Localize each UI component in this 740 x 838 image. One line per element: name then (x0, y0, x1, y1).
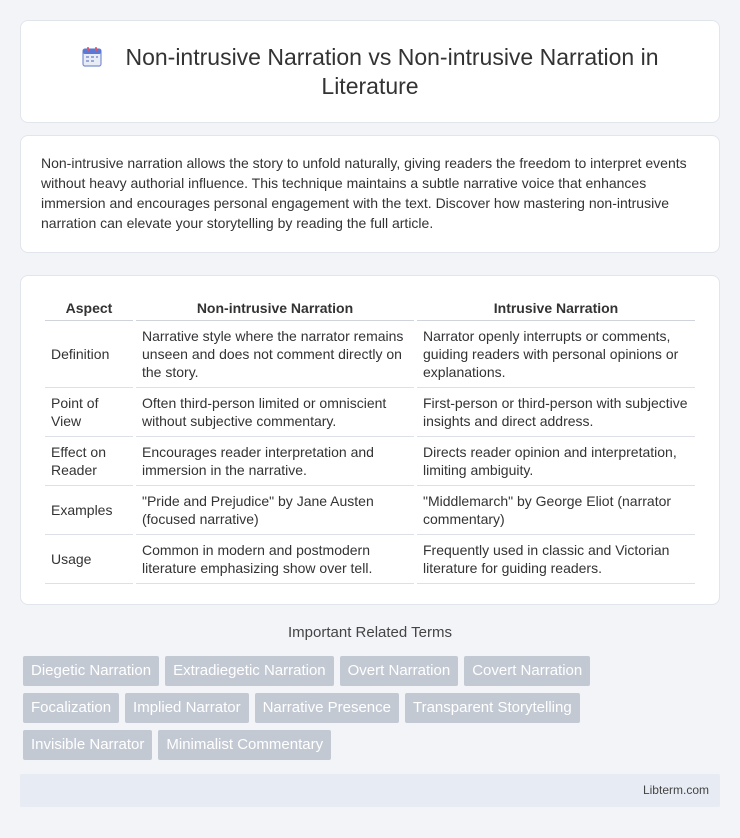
row-intrusive: First-person or third-person with subjective insights and direct address. (417, 388, 695, 437)
row-intrusive: Directs reader opinion and interpretation, limiting ambiguity. (417, 437, 695, 486)
tag-row (23, 730, 663, 760)
row-aspect: Definition (45, 321, 133, 388)
page-title-wrap (21, 43, 719, 101)
row-non-intrusive: Narrative style where the narrator remains unseen and does not comment directly on the story. (136, 321, 414, 388)
tag-extradiegetic-narration[interactable]: Extradiegetic Narration (165, 656, 334, 686)
intro-text: Non-intrusive narration allows the story to unfold naturally, giving readers the freedom to interpret events without heavy authorial influence. This technique maintains a subtle narrative voice that enhances immersion and encourages personal engagement with the text. Discover how mastering non-intrusive narration can elevate your storytelling by reading the full article. (41, 155, 687, 231)
tag-overt-narration[interactable]: Overt Narration (340, 656, 459, 686)
row-intrusive: Frequently used in classic and Victorian literature for guiding readers. (417, 535, 695, 584)
intro-card (20, 135, 720, 253)
tag-row (23, 693, 663, 723)
table-row (45, 486, 695, 535)
row-intrusive: "Middlemarch" by George Eliot (narrator commentary) (417, 486, 695, 535)
tag-transparent-storytelling[interactable]: Transparent Storytelling (405, 693, 580, 723)
related-terms-list (23, 656, 663, 767)
table-row (45, 388, 695, 437)
tag-implied-narrator[interactable]: Implied Narrator (125, 693, 249, 723)
tag-row (23, 656, 663, 686)
tag-narrative-presence[interactable]: Narrative Presence (255, 693, 399, 723)
tag-covert-narration[interactable]: Covert Narration (464, 656, 590, 686)
header-non-intrusive: Non-intrusive Narration (136, 296, 414, 321)
row-aspect: Point of View (45, 388, 133, 437)
table-row (45, 535, 695, 584)
tag-minimalist-commentary[interactable]: Minimalist Commentary (158, 730, 331, 760)
table-row (45, 321, 695, 388)
title-card (20, 20, 720, 123)
row-non-intrusive: Encourages reader interpretation and immersion in the narrative. (136, 437, 414, 486)
table-row (45, 437, 695, 486)
row-non-intrusive: Often third-person limited or omniscient without subjective commentary. (136, 388, 414, 437)
row-intrusive: Narrator openly interrupts or comments, guiding readers with personal opinions or explanations. (417, 321, 695, 388)
footer-site-link[interactable]: Libterm.com (642, 783, 709, 797)
tag-diegetic-narration[interactable]: Diegetic Narration (23, 656, 159, 686)
row-aspect: Effect on Reader (45, 437, 133, 486)
row-aspect: Examples (45, 486, 133, 535)
calendar-icon (81, 46, 103, 68)
table-header-row (45, 296, 695, 321)
header-aspect: Aspect (45, 296, 133, 321)
header-intrusive: Intrusive Narration (417, 296, 695, 321)
related-terms-title: Important Related Terms (288, 624, 452, 641)
tag-focalization[interactable]: Focalization (23, 693, 119, 723)
row-non-intrusive: Common in modern and postmodern literature emphasizing show over tell. (136, 535, 414, 584)
comparison-card (20, 275, 720, 605)
row-non-intrusive: "Pride and Prejudice" by Jane Austen (focused narrative) (136, 486, 414, 535)
comparison-table (42, 296, 698, 584)
tag-invisible-narrator[interactable]: Invisible Narrator (23, 730, 152, 760)
row-aspect: Usage (45, 535, 133, 584)
page-title: Non-intrusive Narration vs Non-intrusive Narration in Literature (125, 44, 659, 99)
footer (20, 774, 720, 807)
